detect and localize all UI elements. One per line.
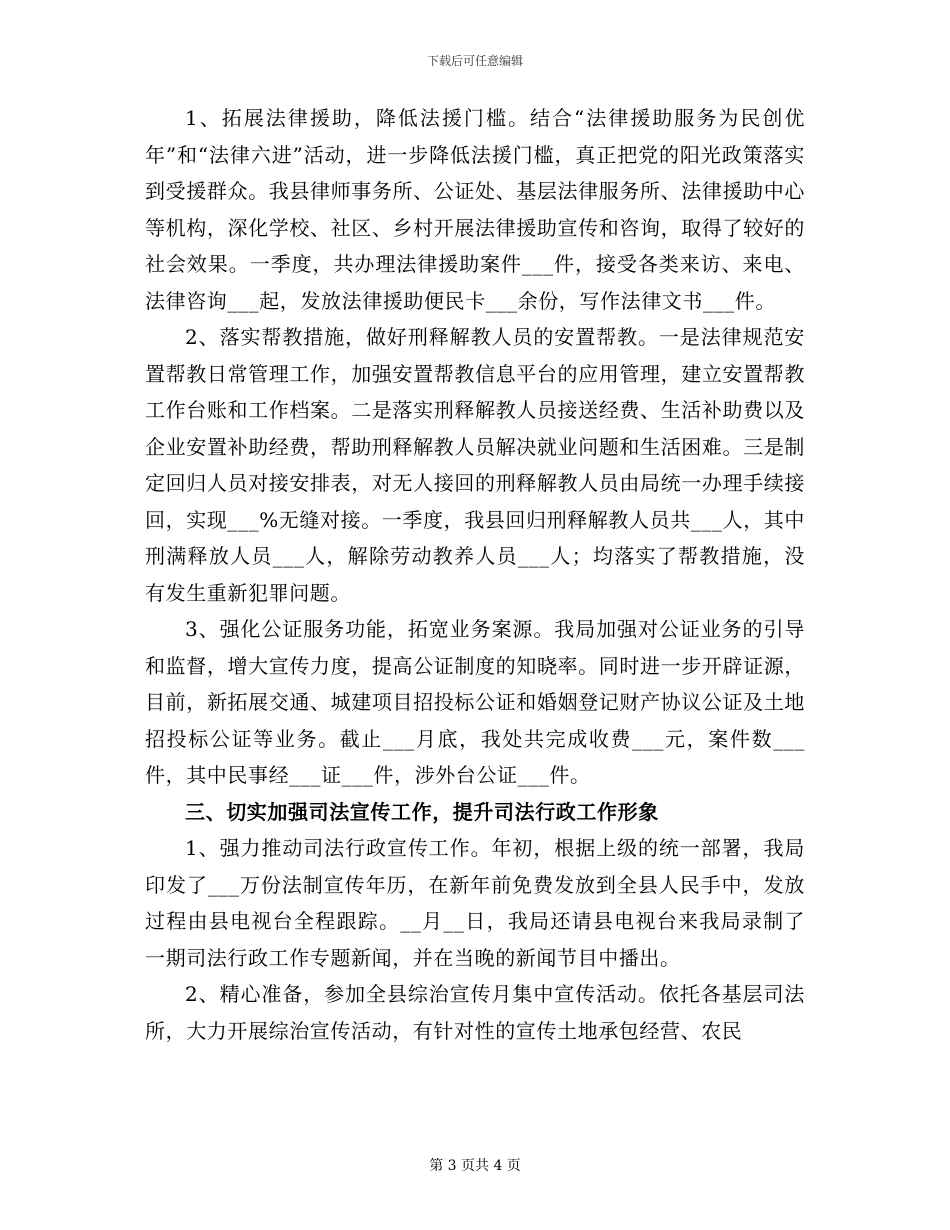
page-footer: 第 3 页共 4 页 bbox=[429, 1158, 521, 1174]
paragraph-campaign: 2、精心准备，参加全县综治宣传月集中宣传活动。依托各基层司法所，大力开展综治宣传活动，有针对性的宣传土地承包经营、农民 bbox=[145, 982, 805, 1043]
paragraph-resettlement: 2、落实帮教措施，做好刑释解教人员的安置帮教。一是法律规范安置帮教日常管理工作，加强安置帮教信息平台的应用管理，建立安置帮教工作台账和工作档案。二是落实刑释解教人员接送经费、生活补助费以及企业安置补助经费，帮助刑释解教人员解决就业问题和生活困难。三是制定回归人员对接安排表，对无人接回的刑释解教人员由局统一办理手续接回，实现___%无缝对接。一季度，我县回归刑释解教人员共___人，其中刑满释放人员___人，解除劳动教养人员___人；均落实了帮教措施，没有发生重新犯罪问题。 bbox=[145, 325, 806, 605]
paragraph-legal-aid: 1、拓展法律援助，降低法援门槛。结合“法律援助服务为民创优年”和“法律六进”活动，进一步降低法援门槛，真正把党的阳光政策落实到受援群众。我县律师事务所、公证处、基层法律服务所、法律援助中心等机构，深化学校、社区、乡村开展法律援助宣传和咨询，取得了较好的社会效果。一季度，共办理法律援助案件___件，接受各类来访、来电、法律咨询___起，发放法律援助便民卡___余份，写作法律文书___件。 bbox=[145, 106, 805, 313]
paragraph-notary: 3、强化公证服务功能，拓宽业务案源。我局加强对公证业务的引导和监督，增大宣传力度，提高公证制度的知晓率。同时进一步开辟证源，目前，新拓展交通、城建项目招投标公证和婚姻登记财产协议公证及土地招投标公证等业务。截止___月底，我处共完成收费___元，案件数___件，其中民事经___证___件，涉外台公证___件。 bbox=[145, 617, 805, 787]
page-header: 下载后可任意编辑 bbox=[426, 54, 523, 68]
section-heading: 三、切实加强司法宣传工作，提升司法行政工作形象 bbox=[185, 799, 659, 824]
document-body bbox=[145, 100, 805, 1049]
paragraph-publicity: 1、强力推动司法行政宣传工作。年初，根据上级的统一部署，我局印发了___万份法制宣传年历，在新年前免费发放到全县人民手中，发放过程由县电视台全程跟踪。__月__日，我局还请县电视台来我局录制了一期司法行政工作专题新闻，并在当晚的新闻节目中播出。 bbox=[145, 836, 805, 970]
